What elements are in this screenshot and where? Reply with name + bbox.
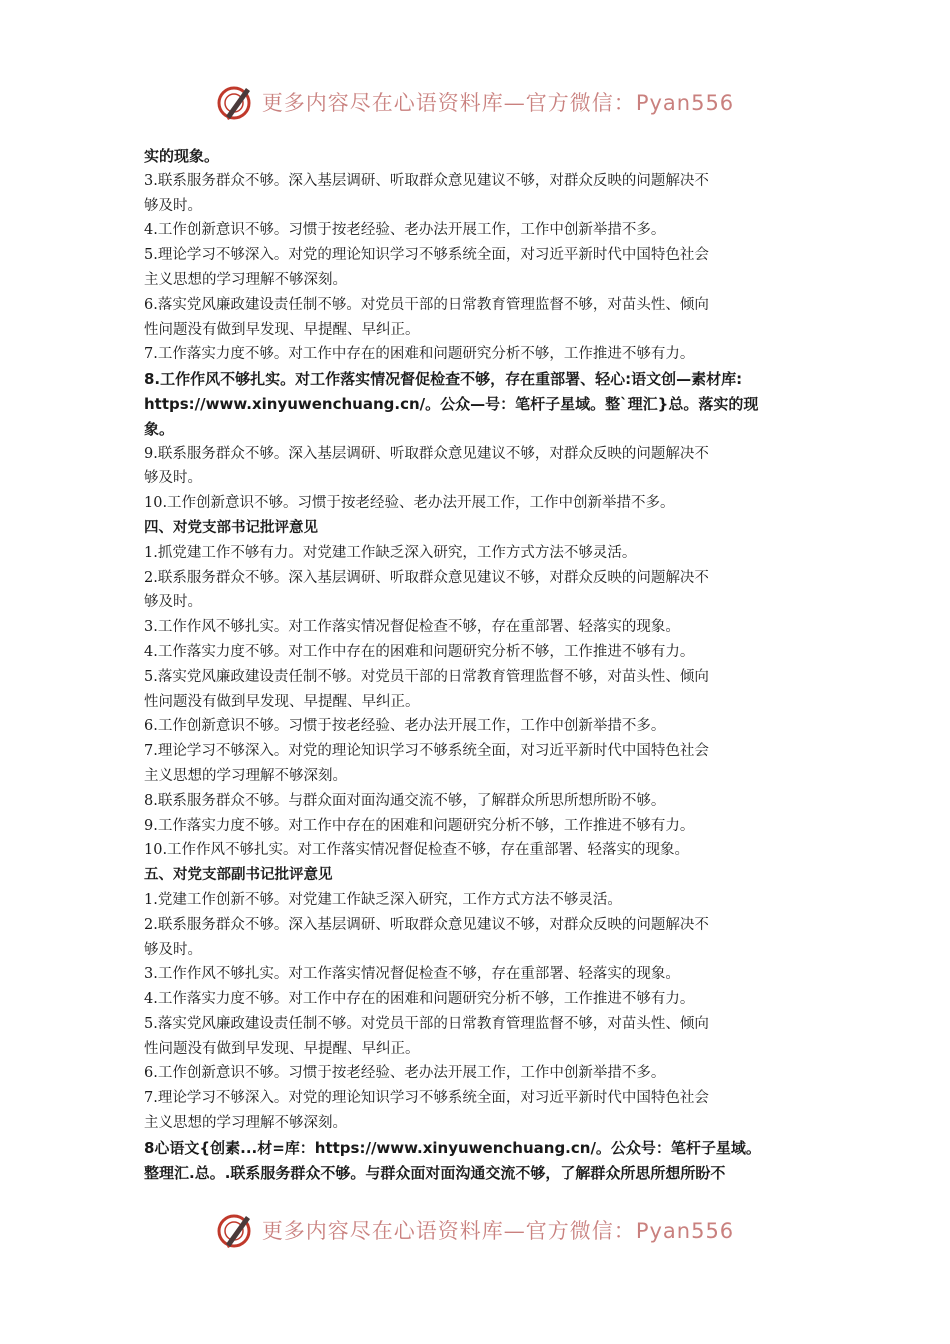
text-line: 9.联系服务群众不够。深入基层调研、听取群众意见建议不够，对群众反映的问题解决不 [144,445,709,462]
text-line: 1.党建工作创新不够。对党建工作缺乏深入研究，工作方式方法不够灵活。 [144,891,622,908]
text-line: 1.抓党建工作不够有力。对党建工作缺乏深入研究，工作方式方法不够灵活。 [144,544,637,561]
text-line: 够及时。 [144,197,202,214]
text-line: 性问题没有做到早发现、早提醒、早纠正。 [144,321,420,338]
wechat-id: Pyan556 [635,1219,735,1243]
text-line: 主义思想的学习理解不够深刻。 [144,767,347,784]
text-line: 5.落实党风廉政建设责任制不够。对党员干部的日常教育管理监督不够，对苗头性、倾向 [144,1015,709,1032]
text-line: 性问题没有做到早发现、早提醒、早纠正。 [144,1040,420,1057]
text-line: 4.工作落实力度不够。对工作中存在的困难和问题研究分析不够，工作推进不够有力。 [144,643,695,660]
text-line: 3.工作作风不够扎实。对工作落实情况督促检查不够，存在重部署、轻落实的现象。 [144,619,680,636]
text-line: 10.工作创新意识不够。习惯于按老经验、老办法开展工作，工作中创新举措不多。 [144,495,675,512]
text-line: 实的现象。 [144,147,220,165]
text-line: 整理汇.总。.联系服务群众不够。与群众面对面沟通交流不够，了解群众所思所想所盼不 [144,1163,726,1182]
text-line: https://www.xinyuwenchuang.cn/。公众—号：笔杆子星域。整`理汇}总。落实的现 [144,394,759,413]
banner-text: 更多内容尽在心语资料库—官方微信：Pyan556 [261,1219,735,1243]
text-line: 4.工作落实力度不够。对工作中存在的困难和问题研究分析不够，工作推进不够有力。 [144,991,695,1008]
text-line: 5.落实党风廉政建设责任制不够。对党员干部的日常教育管理监督不够，对苗头性、倾向 [144,668,709,685]
text-line: 3.联系服务群众不够。深入基层调研、听取群众意见建议不够，对群众反映的问题解决不 [144,172,709,189]
text-line: 够及时。 [144,470,202,487]
text-line: 2.联系服务群众不够。深入基层调研、听取群众意见建议不够，对群众反映的问题解决不 [144,569,709,586]
text-line: 9.工作落实力度不够。对工作中存在的困难和问题研究分析不够，工作推进不够有力。 [144,817,695,834]
text-line: 8.联系服务群众不够。与群众面对面沟通交流不够，了解群众所思所想所盼不够。 [144,792,666,809]
text-line: 3.工作作风不够扎实。对工作落实情况督促检查不够，存在重部署、轻落实的现象。 [144,966,680,983]
text-line: 7.工作落实力度不够。对工作中存在的困难和问题研究分析不够，工作推进不够有力。 [144,346,695,363]
text-line: 10.工作作风不够扎实。对工作落实情况督促检查不够，存在重部署、轻落实的现象。 [144,842,690,859]
text-line: 4.工作创新意识不够。习惯于按老经验、老办法开展工作，工作中创新举措不多。 [144,222,666,239]
document-body [144,144,814,1185]
text-line: 6.落实党风廉政建设责任制不够。对党员干部的日常教育管理监督不够，对苗头性、倾向 [144,296,709,313]
text-line: 7.理论学习不够深入。对党的理论知识学习不够系统全面，对习近平新时代中国特色社会 [144,1090,709,1107]
pen-logo-icon [216,82,256,122]
footer-banner [0,1208,950,1252]
text-line: 8心语文{创素...材=库：https://www.xinyuwenchuang.cn/。公众号：笔杆子星域。 [144,1138,761,1157]
text-line: 主义思想的学习理解不够深刻。 [144,1115,347,1132]
pen-logo-icon [216,1210,256,1250]
header-banner [0,80,950,124]
text-line: 8.工作作风不够扎实。对工作落实情况督促检查不够，存在重部署、轻心:语文创—素材库: [144,370,743,389]
banner-text: 更多内容尽在心语资料库—官方微信：Pyan556 [261,91,735,115]
section-heading: 四、对党支部书记批评意见 [144,519,318,536]
wechat-id: Pyan556 [635,91,735,115]
section-heading: 五、对党支部副书记批评意见 [144,867,333,884]
text-line: 5.理论学习不够深入。对党的理论知识学习不够系统全面，对习近平新时代中国特色社会 [144,247,709,264]
text-line: 主义思想的学习理解不够深刻。 [144,271,347,288]
text-line: 2.联系服务群众不够。深入基层调研、听取群众意见建议不够，对群众反映的问题解决不 [144,916,709,933]
text-line: 6.工作创新意识不够。习惯于按老经验、老办法开展工作，工作中创新举措不多。 [144,718,666,735]
text-line: 够及时。 [144,594,202,611]
text-line: 6.工作创新意识不够。习惯于按老经验、老办法开展工作，工作中创新举措不多。 [144,1065,666,1082]
text-line: 性问题没有做到早发现、早提醒、早纠正。 [144,693,420,710]
text-line: 象。 [144,419,175,438]
text-line: 够及时。 [144,941,202,958]
text-line: 7.理论学习不够深入。对党的理论知识学习不够系统全面，对习近平新时代中国特色社会 [144,743,709,760]
